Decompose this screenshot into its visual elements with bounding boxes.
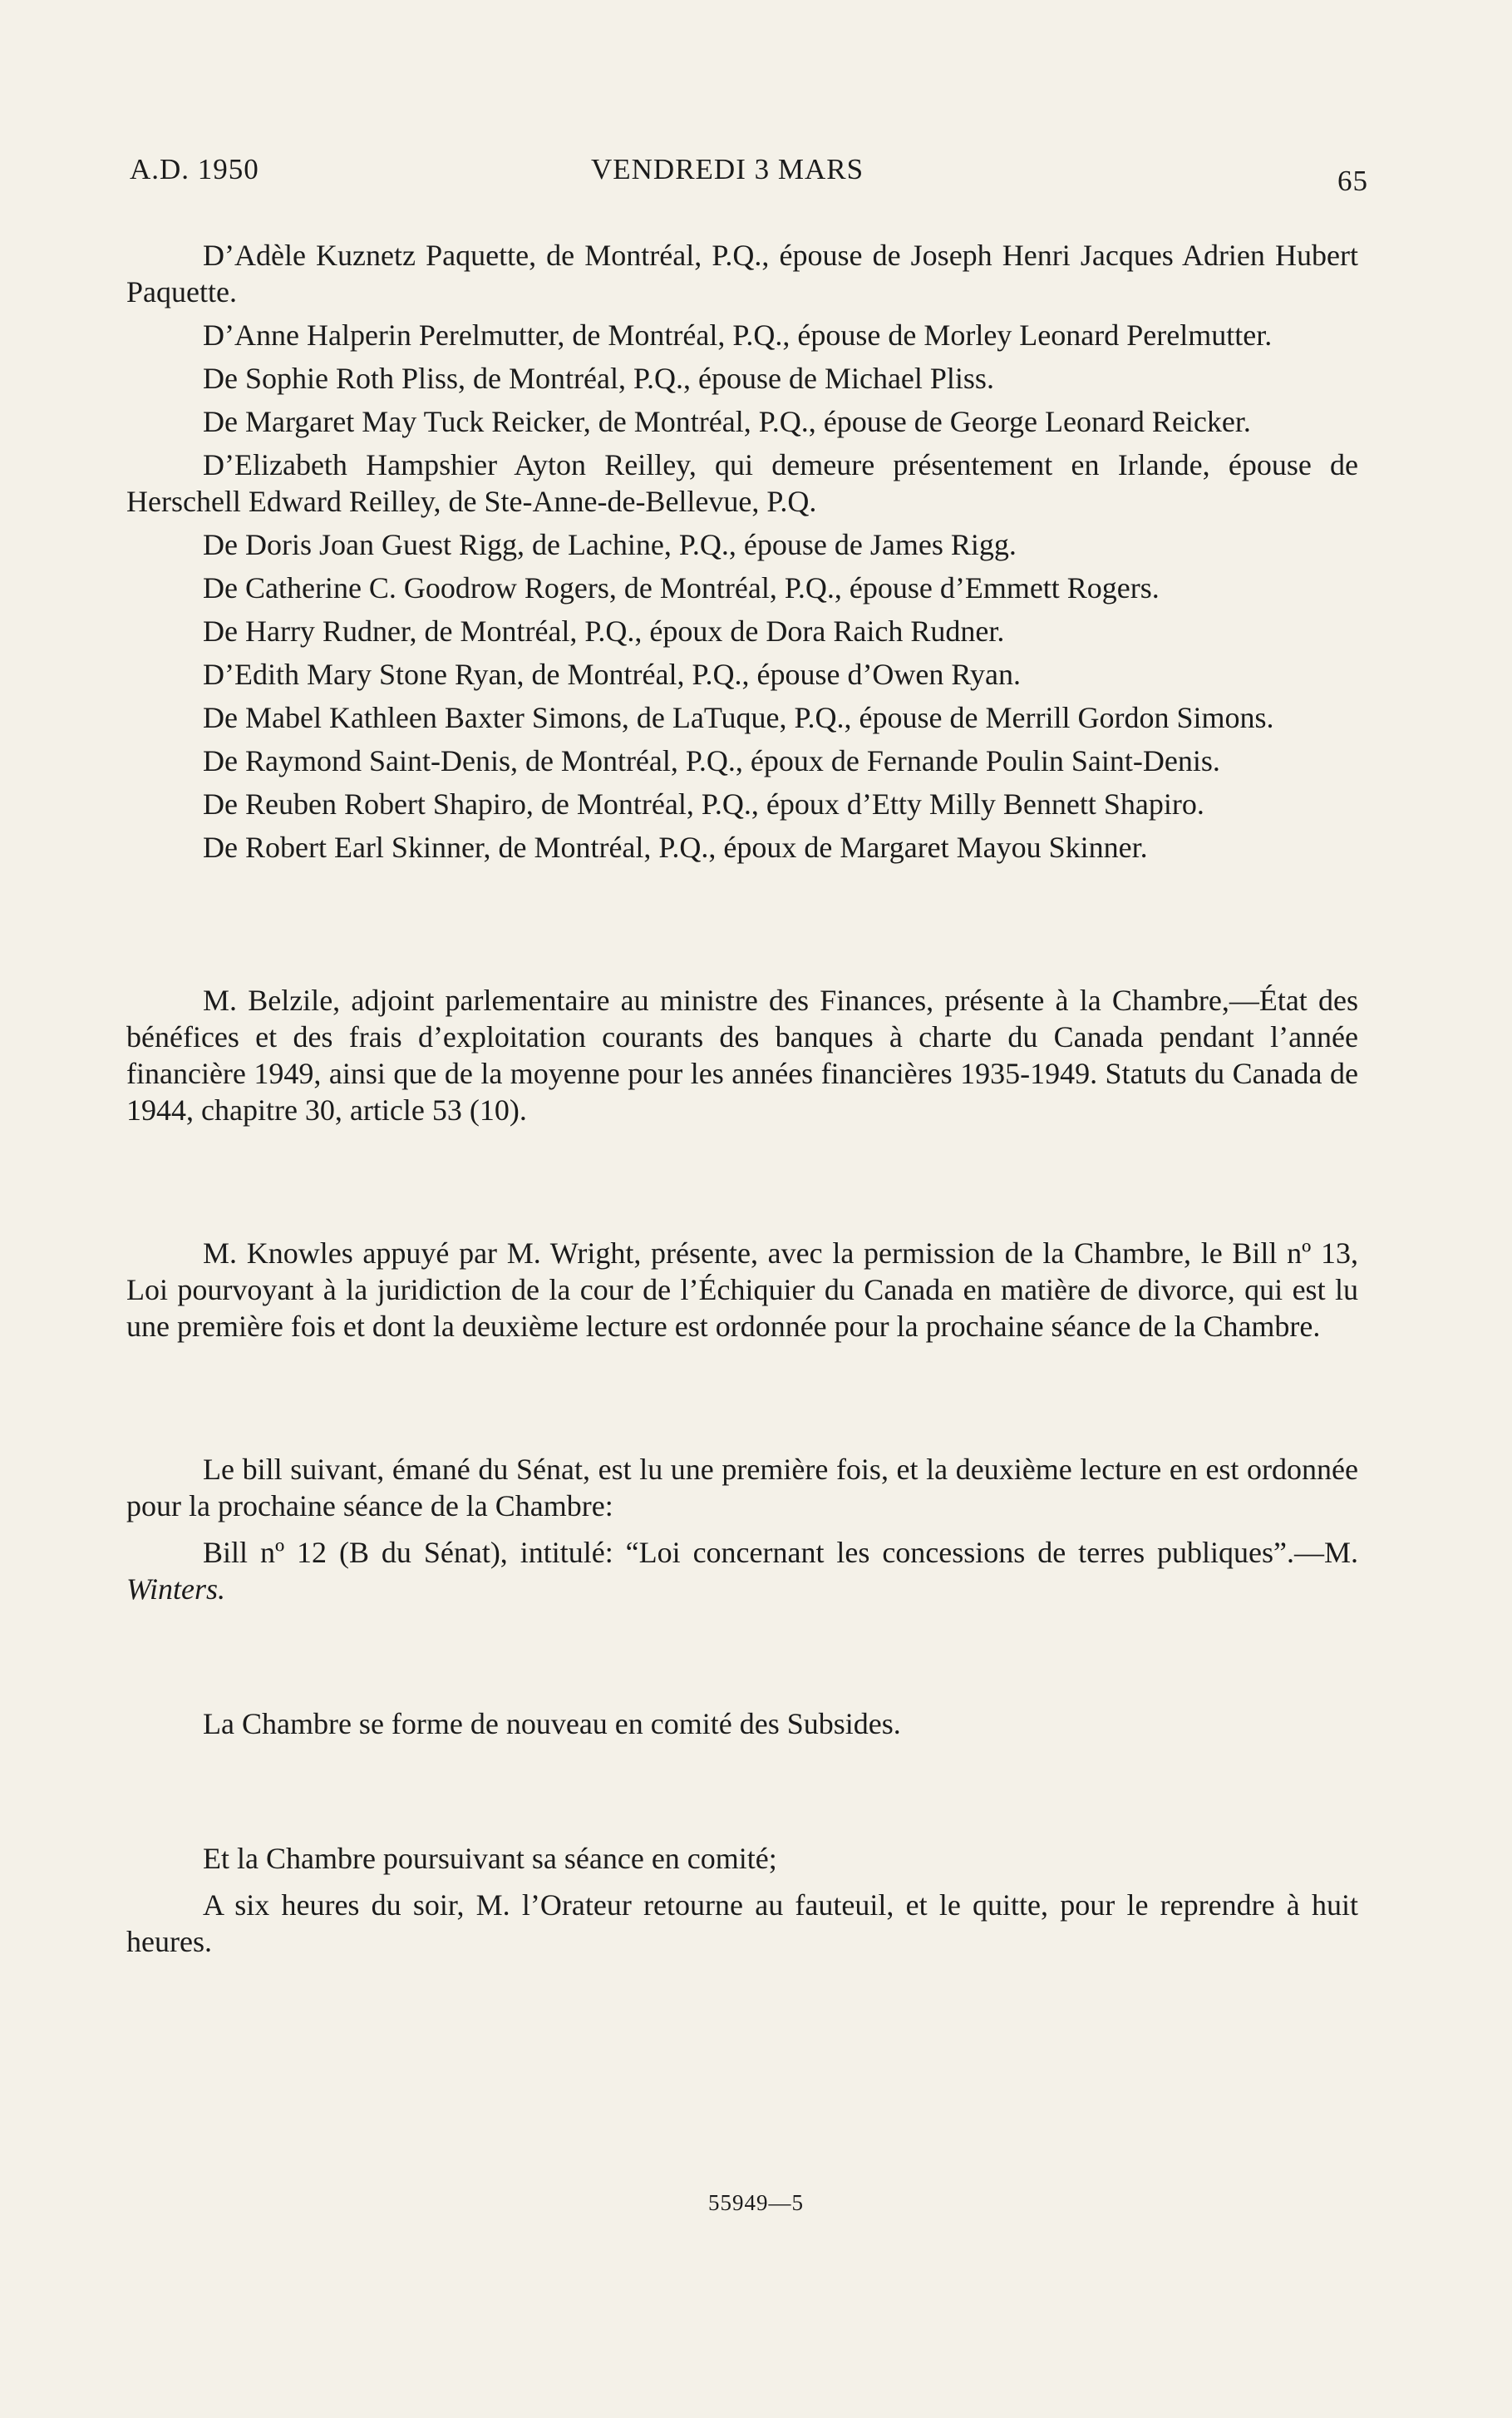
knowles-paragraph: M. Knowles appuyé par M. Wright, présente, avec la permission de la Chambre, le Bill nº 13, Loi pourvoyant à la juridiction de la cour de l’Échiquier du Canada en matière de divorce, qui est lu une première fois et dont la deuxième lecture est ordonnée pour la prochaine séance de la Chambre. xyxy=(126,1236,1358,1343)
committee-paragraph: La Chambre se forme de nouveau en comité des Subsides. xyxy=(203,1707,901,1740)
divorce-entry: De Harry Rudner, de Montréal, P.Q., époux de Dora Raich Rudner. xyxy=(203,614,1005,648)
divorce-entry: De Raymond Saint-Denis, de Montréal, P.Q., époux de Fernande Poulin Saint-Denis. xyxy=(203,744,1220,777)
bill-12-text: Bill nº 12 (B du Sénat), intitulé: “Loi concernant les concessions de terres publiques”.—M. xyxy=(203,1536,1358,1569)
six-oclock-paragraph: A six heures du soir, M. l’Orateur retourne au fauteuil, et le quitte, pour le reprendre à huit heures. xyxy=(126,1888,1358,1958)
divorce-entry: De Margaret May Tuck Reicker, de Montréal, P.Q., épouse de George Leonard Reicker. xyxy=(203,405,1251,438)
continuing-paragraph: Et la Chambre poursuivant sa séance en comité; xyxy=(203,1842,777,1875)
page-number: 65 xyxy=(1337,165,1368,197)
header-date: VENDREDI 3 MARS xyxy=(591,153,864,185)
divorce-entry: De Catherine C. Goodrow Rogers, de Montréal, P.Q., épouse d’Emmett Rogers. xyxy=(203,571,1160,604)
senate-bill-paragraph: Le bill suivant, émané du Sénat, est lu une première fois, et la deuxième lecture en est ordonnée pour la prochaine séance de la Chambre: xyxy=(126,1453,1358,1522)
divorce-entry: De Robert Earl Skinner, de Montréal, P.Q., époux de Margaret Mayou Skinner. xyxy=(203,831,1148,864)
divorce-entry: D’Elizabeth Hampshier Ayton Reilley, qui demeure présentement en Irlande, épouse de Herschell Edward Reilley, de Ste-Anne-de-Bellevue, P.Q. xyxy=(126,448,1358,518)
divorce-entry: D’Adèle Kuznetz Paquette, de Montréal, P.Q., épouse de Joseph Henri Jacques Adrien Hubert Paquette. xyxy=(126,239,1358,308)
page-body xyxy=(126,237,1358,1960)
header-year: A.D. 1950 xyxy=(130,153,259,185)
divorce-entry: De Doris Joan Guest Rigg, de Lachine, P.Q., épouse de James Rigg. xyxy=(203,528,1017,561)
divorce-entry: De Sophie Roth Pliss, de Montréal, P.Q., épouse de Michael Pliss. xyxy=(203,362,994,395)
bill-12-paragraph xyxy=(126,1534,1358,1607)
divorce-entry: D’Anne Halperin Perelmutter, de Montréal, P.Q., épouse de Morley Leonard Perelmutter. xyxy=(203,318,1273,352)
belzile-paragraph: M. Belzile, adjoint parlementaire au ministre des Finances, présente à la Chambre,—État des bénéfices et des frais d’exploitation courants des banques à charte du Canada pendant l’année financière 1949, ainsi que de la moyenne pour les années financières 1935-1949. Statuts du Canada de 1944, chapitre 30, article 53 (10). xyxy=(126,984,1358,1127)
page-header xyxy=(130,153,1368,195)
bill-12-sponsor: Winters. xyxy=(126,1572,226,1606)
printer-code: 55949—5 xyxy=(708,2190,804,2215)
divorce-entry: De Mabel Kathleen Baxter Simons, de LaTuque, P.Q., épouse de Merrill Gordon Simons. xyxy=(203,701,1274,734)
divorce-entry: De Reuben Robert Shapiro, de Montréal, P.Q., époux d’Etty Milly Bennett Shapiro. xyxy=(203,787,1204,821)
divorce-entry: D’Edith Mary Stone Ryan, de Montréal, P.Q., épouse d’Owen Ryan. xyxy=(203,658,1021,691)
